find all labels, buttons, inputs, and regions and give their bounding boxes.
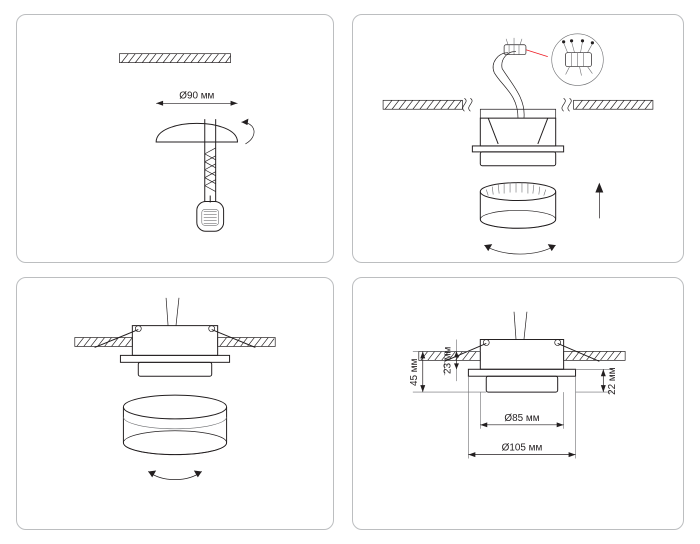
detail-leader-line — [526, 50, 548, 57]
drill-hole-panel — [16, 14, 334, 263]
rotate-arrow — [148, 470, 202, 479]
wiring-and-module-panel — [352, 14, 684, 263]
wiring-diagram — [353, 15, 683, 262]
recess-depth-label: 23 мм — [442, 346, 454, 375]
ceiling-section — [75, 338, 275, 347]
drill-hole-diagram — [17, 15, 333, 262]
terminal-detail-callout — [552, 34, 604, 86]
dimensions-panel — [352, 277, 684, 530]
light-module — [123, 395, 226, 455]
insert-arrow — [595, 183, 603, 219]
module-height-label: 22 мм — [607, 367, 619, 395]
inner-diameter-label: Ø85 мм — [504, 412, 540, 424]
module-removal-diagram — [17, 278, 333, 529]
outer-diameter-label: Ø105 мм — [501, 442, 543, 454]
light-module — [480, 183, 555, 229]
ceiling-hatch — [119, 54, 230, 63]
terminal-block — [504, 38, 526, 55]
module-removal-panel — [16, 277, 334, 530]
hole-diameter-label: Ø90 мм — [179, 90, 215, 102]
drill-shank — [205, 119, 216, 201]
total-height-dimension — [420, 351, 425, 392]
fixture-housing — [95, 298, 256, 376]
module-height-dimension — [601, 369, 606, 392]
dimensions-diagram — [353, 278, 683, 529]
wiring-harness — [493, 52, 524, 119]
total-height-label: 45 мм — [408, 358, 420, 386]
fixture-section — [442, 312, 600, 392]
rotate-arrow — [484, 244, 555, 254]
drill-tip — [197, 196, 224, 232]
hole-diameter-dimension — [156, 101, 237, 106]
